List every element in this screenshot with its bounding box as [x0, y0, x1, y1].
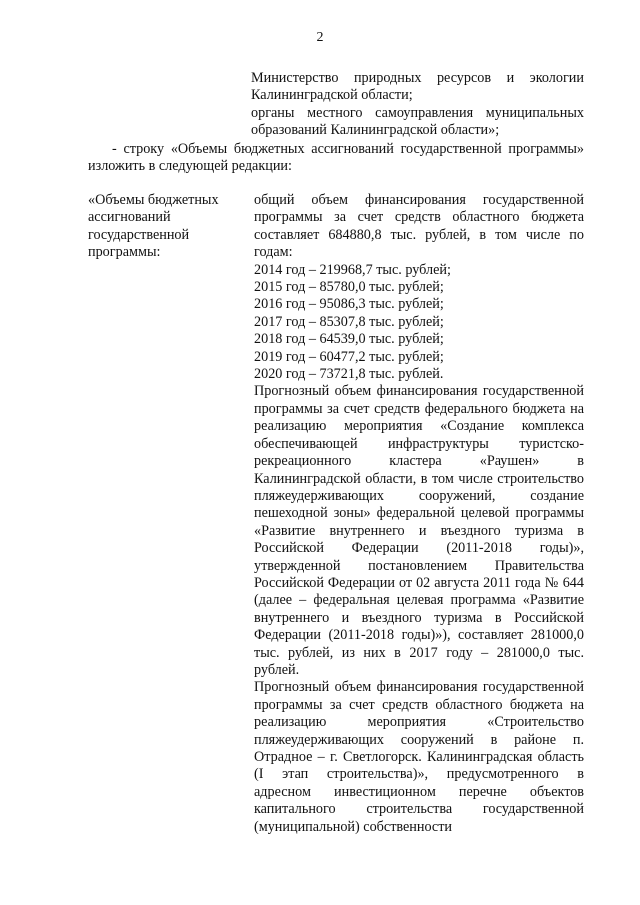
years-list	[254, 262, 584, 384]
intro-text: - строку «Объемы бюджетных ассигнований государственной программы» изложить в следующей редакции:	[88, 141, 584, 175]
year-item: 2018 год – 64539,0 тыс. рублей;	[254, 331, 444, 348]
federal-funding-paragraph: Прогнозный объем финансирования государственной программы за счет средств федерального бюджета на реализацию мероприятия «Создание комплекса обеспечивающей инфраструктуры туристско-рекреационного кластера «Раушен» в Калининградской области, в том числе строительство пляжеудерживающих сооружений, создание пешеходной зоны» федеральной целевой программы «Развитие внутреннего и въездного туризма в Российской Федерации (2011-2018 годы)», утвержденной постановлением Правительства Российской Федерации от 02 августа 2011 года № 644 (далее – федеральная целевая программа «Развитие внутреннего и въездного туризма в Российской Федерации (2011-2018 годы)»), составляет 281000,0 тыс. рублей, из них в 2017 году – 281000,0 тыс. рублей.	[254, 383, 584, 678]
year-item: 2014 год – 219968,7 тыс. рублей;	[254, 261, 451, 278]
recipient-ministry: Министерство природных ресурсов и экологии Калининградской области;	[251, 70, 584, 104]
year-item: 2017 год – 85307,8 тыс. рублей;	[254, 313, 444, 330]
general-volume-text: общий объем финансирования государственной программы за счет средств областного бюджета составляет 684880,8 тыс. рублей, в том числе по годам:	[254, 192, 584, 261]
regional-funding-paragraph: Прогнозный объем финансирования государственной программы за счет средств областного бюджета на реализацию мероприятия «Строительство пляжеудерживающих сооружений в районе п. Отрадное – г. Светлогорск. Калининградская область (I этап строительства)», предусмотренного в адресном инвестиционном перечне объектов капитального строительства государственной (муниципальной) собственности	[254, 679, 584, 835]
year-item: 2015 год – 85780,0 тыс. рублей;	[254, 279, 444, 296]
year-item: 2020 год – 73721,8 тыс. рублей.	[254, 366, 444, 383]
year-item: 2016 год – 95086,3 тыс. рублей;	[254, 296, 444, 313]
recipient-municipal-bodies: органы местного самоуправления муниципальных образований Калининградской области»;	[251, 104, 584, 139]
row-content	[254, 192, 584, 836]
year-item: 2019 год – 60477,2 тыс. рублей;	[254, 348, 444, 365]
recipients-block	[251, 70, 584, 140]
row-label: «Объемы бюджетных ассигнований государственной программы:	[88, 192, 219, 261]
page-number: 2	[316, 30, 324, 45]
